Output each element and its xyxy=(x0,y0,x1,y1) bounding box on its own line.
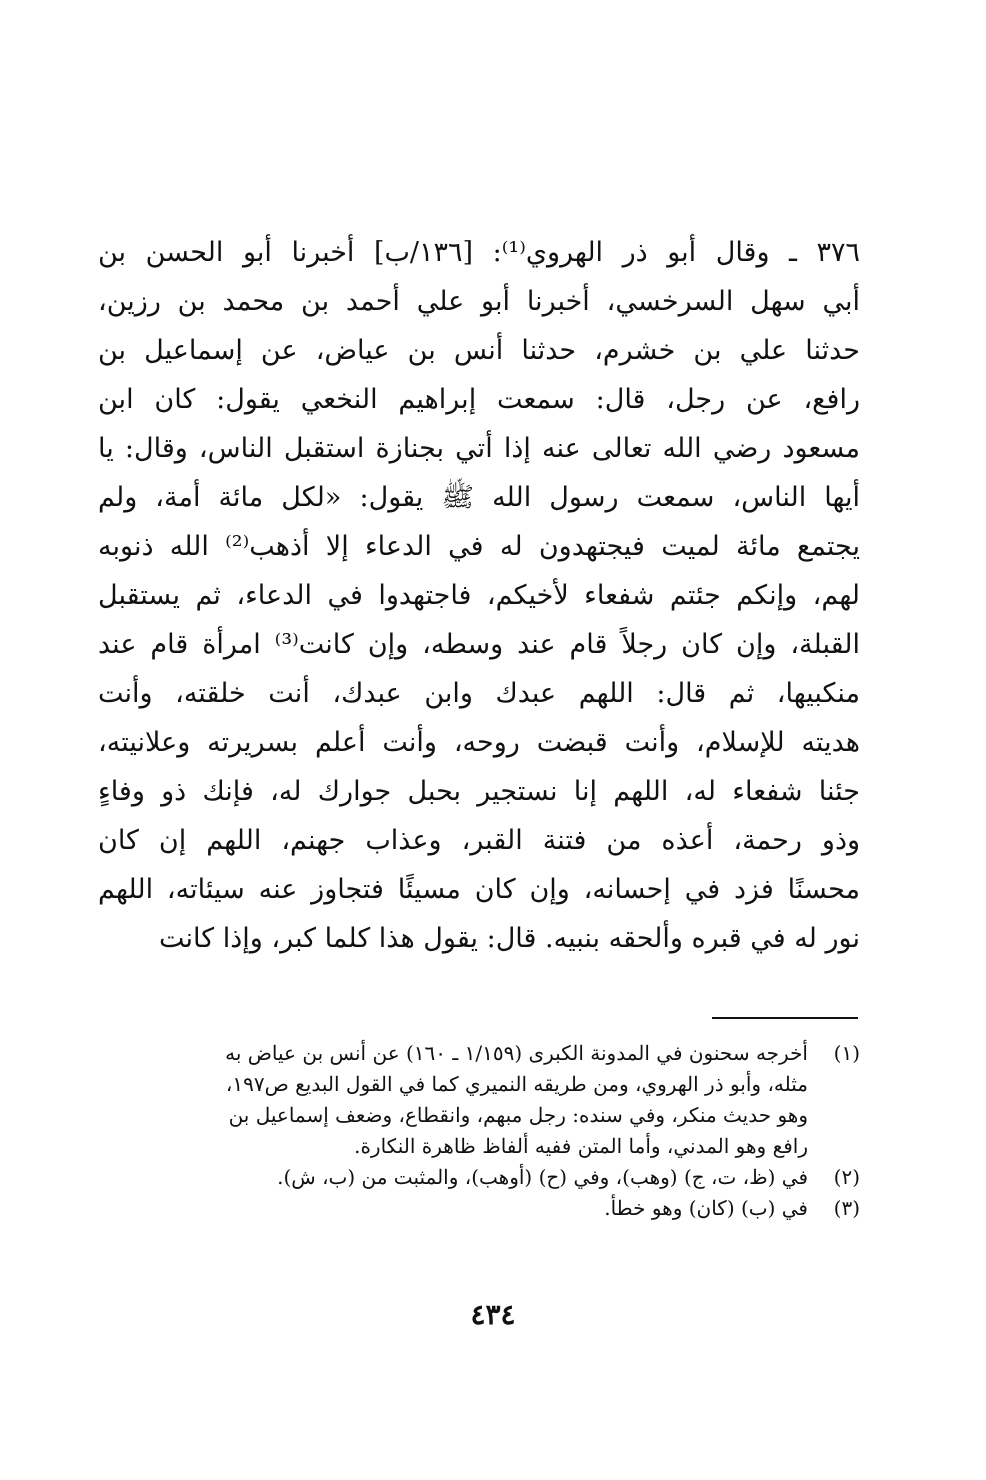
footnote-number: (٣) xyxy=(833,1196,860,1220)
footnote-body xyxy=(98,1038,808,1162)
footnote-line: في (ب) (كان) وهو خطأ. xyxy=(604,1196,808,1220)
footnote-separator xyxy=(712,1017,858,1019)
text-line: محسنًا فزد في إحسانه، وإن كان مسيئًا فتجاوز عنه سيئاته، اللهم xyxy=(98,874,860,905)
main-text xyxy=(98,228,860,963)
text-line: وذو رحمة، أعذه من فتنة القبر، وعذاب جهنم، اللهم إن كان xyxy=(98,825,860,856)
text-line: يجتمع مائة لميت فيجتهدون له في الدعاء إلا أذهب⁽²⁾ الله ذنوبه xyxy=(98,531,860,562)
text-line: رافع، عن رجل، قال: سمعت إبراهيم النخعي يقول: كان ابن xyxy=(98,384,860,415)
text-line: أبي سهل السرخسي، أخبرنا أبو علي أحمد بن محمد بن رزين، xyxy=(98,286,860,317)
footnote-line: أخرجه سحنون في المدونة الكبرى (١/١٥٩ ـ ١٦٠) عن أنس بن عياض به xyxy=(225,1041,808,1065)
text-line: جئنا شفعاء له، اللهم إنا نستجير بحبل جوارك له، فإنك ذو وفاءٍ xyxy=(98,776,860,807)
text-line: منكبيها، ثم قال: اللهم عبدك وابن عبدك، أنت خلقته، وأنت xyxy=(98,678,860,709)
footnote-number: (٢) xyxy=(833,1165,860,1189)
footnote-line: رافع وهو المدني، وأما المتن ففيه ألفاظ ظاهرة النكارة. xyxy=(354,1134,808,1158)
text-line: نور له في قبره وألحقه بنبيه. قال: يقول هذا كلما كبر، وإذا كانت xyxy=(159,923,860,954)
footnote xyxy=(98,1193,860,1224)
footnote xyxy=(98,1162,860,1193)
footnote-number: (١) xyxy=(833,1041,860,1065)
text-line: هديته للإسلام، وأنت قبضت روحه، وأنت أعلم بسريرته وعلانيته، xyxy=(98,727,860,758)
text-line: مسعود رضي الله تعالى عنه إذا أتي بجنازة استقبل الناس، وقال: يا xyxy=(98,433,860,464)
text-line: أيها الناس، سمعت رسول الله ﷺ يقول: «لكل مائة أمة، ولم xyxy=(98,482,860,513)
text-line: القبلة، وإن كان رجلاً قام عند وسطه، وإن كانت⁽³⁾ امرأة قام عند xyxy=(98,629,860,660)
text-line: لهم، وإنكم جئتم شفعاء لأخيكم، فاجتهدوا في الدعاء، ثم يستقبل xyxy=(98,580,860,611)
footnote-body xyxy=(98,1162,808,1193)
footnote-line: في (ظ، ت، ج) (وهب)، وفي (ح) (أوهب)، والمثبت من (ب، ش). xyxy=(277,1165,808,1189)
footnote-body xyxy=(98,1193,808,1224)
text-line: حدثنا علي بن خشرم، حدثنا أنس بن عياض، عن إسماعيل بن xyxy=(98,335,860,366)
text-line: ٣٧٦ ـ وقال أبو ذر الهروي⁽¹⁾: [١٣٦/ب] أخبرنا أبو الحسن بن xyxy=(98,237,860,268)
footnote-line: مثله، وأبو ذر الهروي، ومن طريقه النميري كما في القول البديع ص١٩٧، xyxy=(225,1072,808,1096)
page-number: ٤٣٤ xyxy=(470,1298,516,1331)
footnotes xyxy=(98,1038,860,1224)
footnote xyxy=(98,1038,860,1162)
footnote-line: وهو حديث منكر، وفي سنده: رجل مبهم، وانقطاع، وضعف إسماعيل بن xyxy=(228,1103,808,1127)
